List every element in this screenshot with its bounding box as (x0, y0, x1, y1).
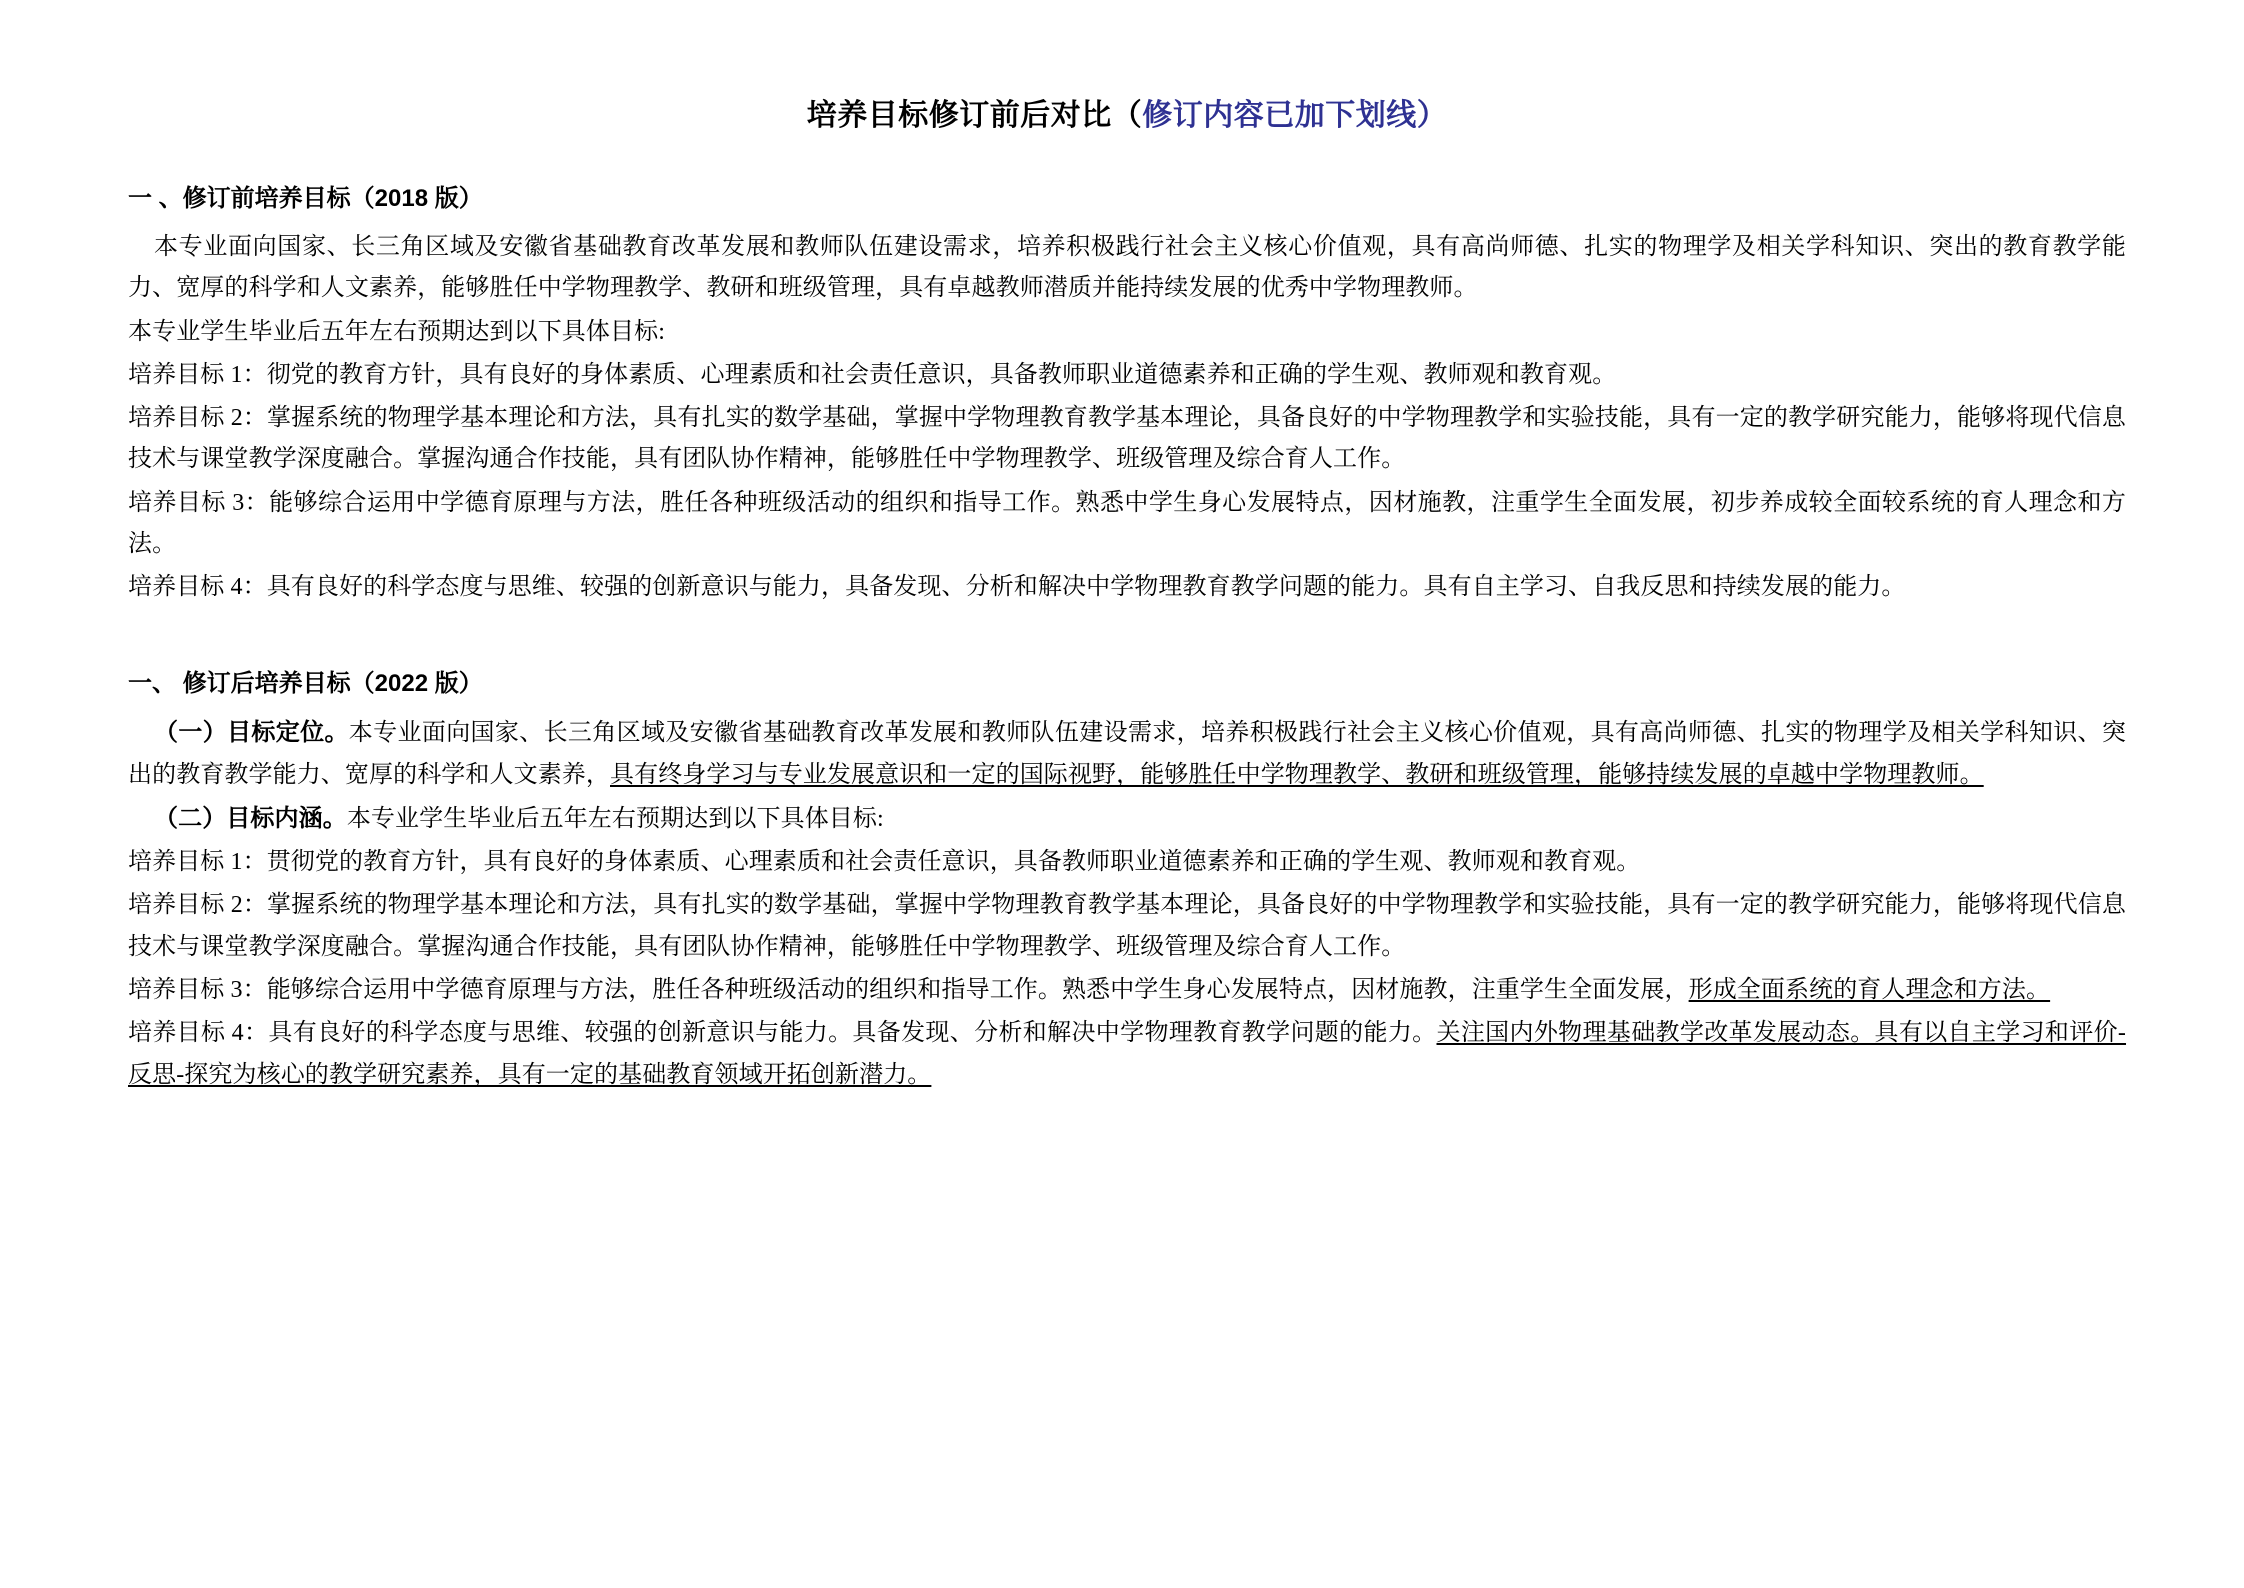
section-2022-goal-connotation (128, 798, 2126, 840)
section-2018-goal-1: 培养目标 1：彻党的教育方针，具有良好的身体素质、心理素质和社会责任意识，具备教师职业道德素养和正确的学生观、教师观和教育观。 (128, 361, 1617, 388)
section-divider-space (128, 610, 2126, 624)
page-title (128, 96, 2126, 135)
section-2018-goal-2: 培养目标 2：掌握系统的物理学基本理论和方法，具有扎实的数学基础，掌握中学物理教育教学基本理论，具备良好的中学物理教学和实验技能，具有一定的教学研究能力，能够将现代信息技术与课堂教学深度融合。掌握沟通合作技能，具有团队协作精神，能够胜任中学物理教学、班级管理及综合育人工作。 (128, 405, 2126, 473)
section-2022-goal-2: 培养目标 2：掌握系统的物理学基本理论和方法，具有扎实的数学基础，掌握中学物理教育教学基本理论，具备良好的中学物理教学和实验技能，具有一定的教学研究能力，能够将现代信息技术与课堂教学深度融合。掌握沟通合作技能，具有团队协作精神，能够胜任中学物理教学、班级管理及综合育人工作。 (128, 892, 2126, 960)
section-2018-paragraph-lead: 本专业学生毕业后五年左右预期达到以下具体目标: (128, 318, 665, 345)
goal-connotation-label: （二）目标内涵。 (154, 804, 347, 832)
section-2022-goal-positioning (128, 712, 2126, 796)
goal-connotation-text: 本专业学生毕业后五年左右预期达到以下具体目标: (346, 805, 884, 832)
section-2018 (128, 181, 2126, 608)
section-2018-goal-4: 培养目标 4：具有良好的科学态度与思维、较强的创新意识与能力，具备发现、分析和解决中学物理教育教学问题的能力。具有自主学习、自我反思和持续发展的能力。 (128, 574, 1906, 601)
section-2018-heading: 一 、修订前培养目标（2018 版） (128, 185, 483, 212)
page-title-main: 培养目标修订前后对比（ (806, 99, 1143, 132)
goal-4-revision: 关注国内外物理基础教学改革发展动态。具有以自主学习和评价-反思-探究为核心的教学研究素养，具有一定的基础教育领域开拓创新潜力。 (128, 1020, 2127, 1088)
goal-positioning-label: （一）目标定位。 (154, 719, 349, 747)
goal-positioning-revision: 具有终身学习与专业发展意识和一定的国际视野，能够胜任中学物理教学、教研和班级管理，能够持续发展的卓越中学物理教师。 (610, 761, 1984, 788)
section-2018-paragraph-intro: 本专业面向国家、长三角区域及安徽省基础教育改革发展和教师队伍建设需求，培养积极践行社会主义核心价值观，具有高尚师德、扎实的物理学及相关学科知识、突出的教育教学能力、宽厚的科学和人文素养，能够胜任中学物理教学、教研和班级管理，具有卓越教师潜质并能持续发展的优秀中学物理教师。 (128, 234, 2126, 302)
section-2022-goal-1: 培养目标 1：贯彻党的教育方针，具有良好的身体素质、心理素质和社会责任意识，具备教师职业道德素养和正确的学生观、教师观和教育观。 (128, 849, 1641, 876)
goal-positioning-text: 本专业面向国家、长三角区域及安徽省基础教育改革发展和教师队伍建设需求，培养积极践行社会主义核心价值观，具有高尚师德、扎实的物理学及相关学科知识、突出的教育教学能力、宽厚的科学和人文素养， (128, 720, 2126, 788)
section-2022-goal-4 (128, 1013, 2126, 1096)
goal-4-text: 培养目标 4：具有良好的科学态度与思维、较强的创新意识与能力。具备发现、分析和解决中学物理教育教学问题的能力。 (128, 1020, 1437, 1047)
page-title-accent: 修订内容已加下划线） (1142, 99, 1448, 132)
goal-3-text: 培养目标 3：能够综合运用中学德育原理与方法，胜任各种班级活动的组织和指导工作。熟悉中学生身心发展特点，因材施教，注重学生全面发展， (128, 976, 1689, 1003)
section-2022 (128, 666, 2126, 1095)
goal-3-revision: 形成全面系统的育人理念和方法。 (1688, 976, 2051, 1003)
section-2022-goal-3 (128, 970, 2126, 1011)
section-2022-heading: 一、 修订后培养目标（2022 版） (128, 670, 483, 698)
section-2018-goal-3: 培养目标 3：能够综合运用中学德育原理与方法，胜任各种班级活动的组织和指导工作。熟悉中学生身心发展特点，因材施教，注重学生全面发展，初步养成较全面较系统的育人理念和方法。 (128, 489, 2126, 557)
